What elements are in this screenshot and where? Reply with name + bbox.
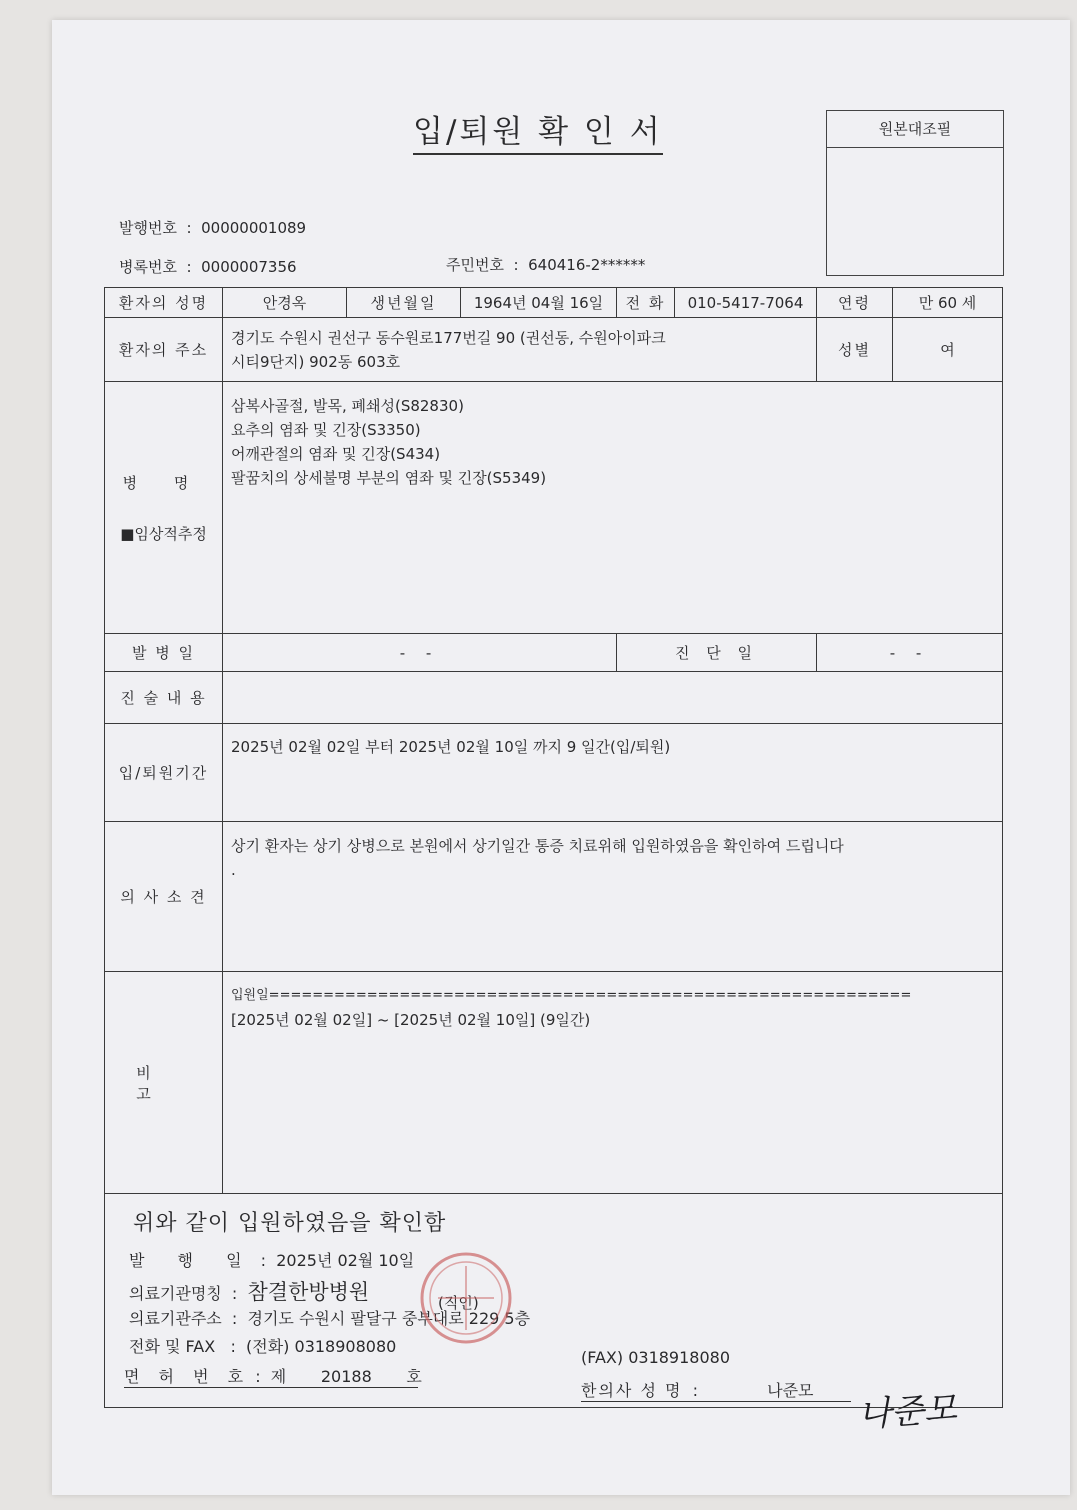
statement-label: 진 술 내 용	[105, 672, 223, 724]
resident-number-row: 주민번호 : 640416-2******	[446, 256, 646, 274]
doctor-row: 한의사 성 명 : 나준모	[581, 1378, 851, 1402]
age-label: 연령	[817, 288, 893, 318]
statement-value	[223, 672, 1003, 724]
diagnosis-label-cell	[105, 382, 223, 634]
onset-date-value: - -	[223, 634, 617, 672]
doctor-signature: 나준모	[856, 1388, 959, 1436]
license-label: 면 허 번 호	[124, 1367, 251, 1386]
sex-value: 여	[893, 318, 1003, 382]
sex-label: 성별	[817, 318, 893, 382]
patient-name-value: 안경옥	[223, 288, 347, 318]
issue-date-value: 2025년 02월 10일	[276, 1251, 415, 1270]
confirmation-text: 위와 같이 입원하였음을 확인함	[133, 1211, 447, 1236]
address-value	[223, 318, 817, 382]
doctor-name: 나준모	[767, 1381, 814, 1400]
official-seal-mark: (직인)	[438, 1294, 479, 1312]
diagnosis-date-value: - -	[817, 634, 1003, 672]
doctor-label: 한의사 성 명	[581, 1381, 683, 1400]
diagnosis-label: 병 명	[122, 473, 205, 492]
institution-address-label: 의료기관주소	[129, 1309, 222, 1328]
tel-value: (전화) 0318908080	[246, 1337, 397, 1356]
issue-date-label: 발 행 일	[129, 1251, 256, 1270]
remarks-line-2: [2025년 02월 02일] ~ [2025년 02월 10일] (9일간)	[231, 1011, 591, 1029]
page-title: 입/퇴원 확 인 서	[413, 113, 663, 155]
address-line-2: 시티9단지) 902동 603호	[231, 352, 401, 371]
resident-number-label: 주민번호	[446, 256, 504, 274]
onset-date-label: 발 병 일	[105, 634, 223, 672]
diagnosis-item: 어깨관절의 염좌 및 긴장(S434)	[231, 445, 441, 463]
age-value: 만 60 세	[893, 288, 1003, 318]
opinion-value	[223, 822, 1003, 972]
phone-label: 전 화	[617, 288, 675, 318]
diagnosis-item: 삼복사골절, 발목, 폐쇄성(S82830)	[231, 397, 464, 415]
original-verified-label: 원본대조필	[827, 111, 1003, 148]
hospital-seal-icon	[418, 1250, 514, 1346]
institution-address-row: 의료기관주소 : 경기도 수원시 팔달구 중부대로 229 5층	[129, 1309, 531, 1328]
period-label: 입/퇴원기간	[105, 724, 223, 822]
license-prefix: 제	[270, 1367, 287, 1386]
tel-fax-label: 전화 및 FAX	[129, 1337, 216, 1356]
birth-value: 1964년 04월 16일	[461, 288, 617, 318]
clinical-estimate-label: ■임상적추정	[120, 524, 207, 543]
issue-number-value: 00000001089	[201, 219, 307, 237]
chart-number-value: 0000007356	[201, 258, 297, 276]
chart-number-label: 병록번호	[119, 258, 177, 276]
license-number: 20188	[320, 1367, 372, 1386]
resident-number-value: 640416-2******	[528, 256, 646, 274]
institution-name-row: 의료기관명칭 : 참결한방병원	[129, 1280, 370, 1304]
opinion-line-1: 상기 환자는 상기 상병으로 본원에서 상기일간 통증 치료위해 입원하였음을 확인하여 드립니다	[231, 837, 844, 855]
birth-label: 생년월일	[347, 288, 461, 318]
diagnosis-date-label: 진 단 일	[617, 634, 817, 672]
admission-table	[104, 287, 1003, 1408]
diagnosis-list	[223, 382, 1003, 634]
issue-number-label: 발행번호	[119, 219, 177, 237]
period-value: 2025년 02월 02일 부터 2025년 02월 10일 까지 9 일간(입/퇴원)	[223, 724, 1003, 822]
license-row: 면 허 번 호 : 제 20188 호	[124, 1364, 418, 1388]
tel-fax-row: 전화 및 FAX : (전화) 0318908080	[129, 1337, 397, 1356]
original-verified-box	[826, 110, 1004, 276]
institution-name-label: 의료기관명칭	[129, 1284, 222, 1303]
issue-number-row: 발행번호 : 00000001089	[119, 219, 307, 237]
institution-address-value: 경기도 수원시 팔달구 중부대로 229 5층	[247, 1309, 531, 1328]
opinion-label: 의 사 소 견	[105, 822, 223, 972]
diagnosis-item: 요추의 염좌 및 긴장(S3350)	[231, 421, 421, 439]
license-suffix: 호	[406, 1367, 422, 1386]
address-line-1: 경기도 수원시 권선구 동수원로177번길 90 (권선동, 수원아이파크	[231, 328, 666, 347]
chart-number-row: 병록번호 : 0000007356	[119, 258, 297, 276]
phone-value: 010-5417-7064	[675, 288, 817, 318]
remarks-label: 비 고	[105, 972, 223, 1194]
institution-name-value: 참결한방병원	[247, 1280, 370, 1304]
patient-name-label: 환자의 성명	[105, 288, 223, 318]
remarks-value	[223, 972, 1003, 1194]
diagnosis-item: 팔꿈치의 상세불명 부분의 염좌 및 긴장(S5349)	[231, 469, 547, 487]
opinion-line-2: .	[231, 861, 236, 879]
address-label: 환자의 주소	[105, 318, 223, 382]
fax-value: (FAX) 0318918080	[581, 1348, 731, 1367]
issue-date-row: 발 행 일 : 2025년 02월 10일	[129, 1251, 415, 1270]
remarks-line-1: 입원일===========================================================	[231, 988, 912, 1003]
